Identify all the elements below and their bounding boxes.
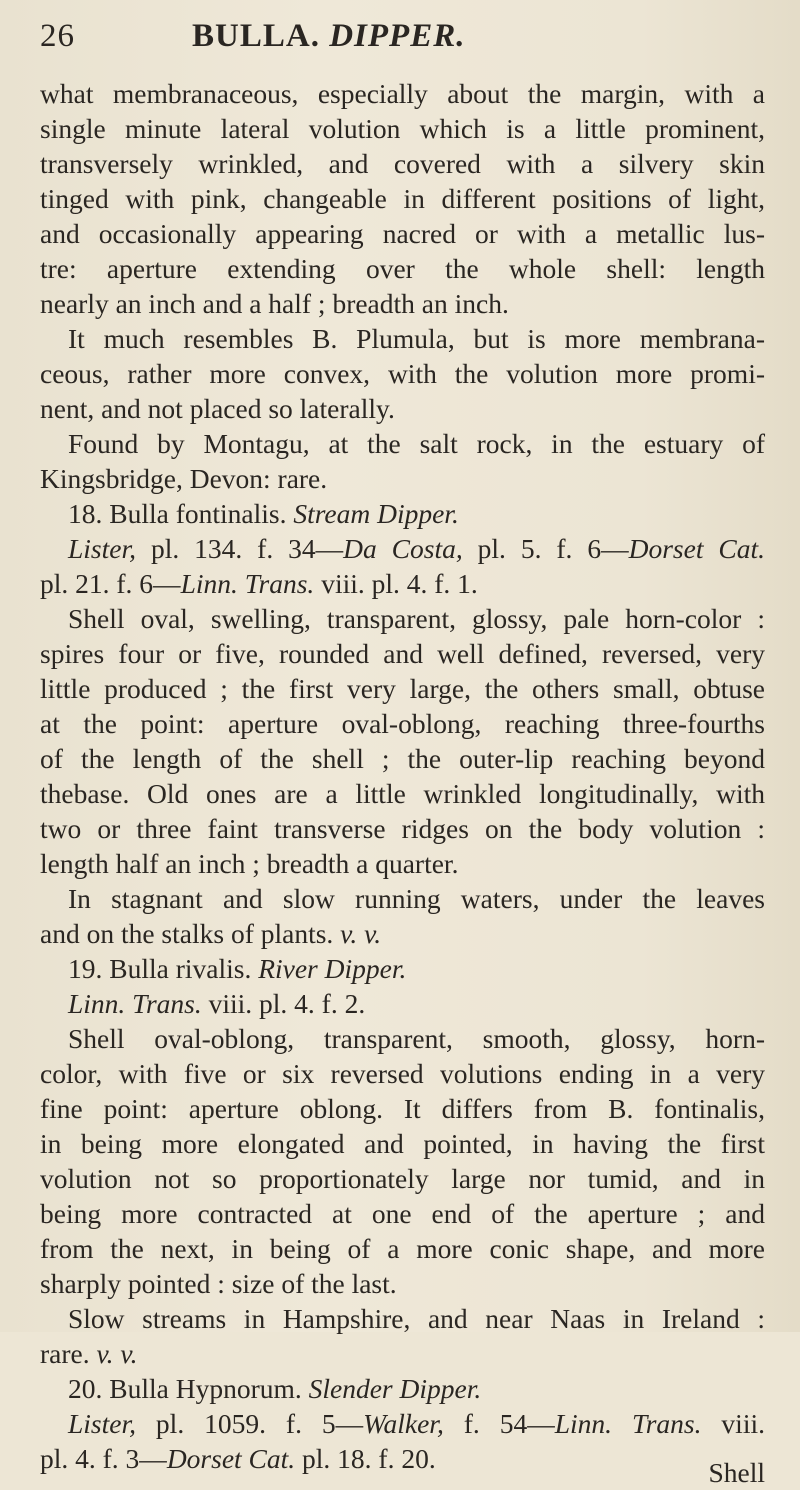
text-run: Kingsbridge, Devon: rare. <box>40 463 328 494</box>
text-run: 20. Bulla Hypnorum. <box>68 1373 302 1404</box>
text-run: thebase. Old ones are a little wrinkled longitudinally, with <box>40 778 765 809</box>
text-line <box>40 181 765 216</box>
text-line <box>40 1336 765 1371</box>
text-run: ceous, rather more convex, with the volution more promi- <box>40 358 765 389</box>
italic-run: Linn. Trans. <box>180 568 315 599</box>
text-run: color, with five or six reversed volutions ending in a very <box>40 1058 765 1089</box>
text-run: f. 54— <box>443 1408 555 1439</box>
italic-run: Da Costa, <box>343 533 463 564</box>
italic-run: Dorset Cat. <box>628 533 765 564</box>
text-run: nent, and not placed so laterally. <box>40 393 395 424</box>
text-line <box>40 846 765 881</box>
text-line <box>40 1126 765 1161</box>
text-line <box>40 706 765 741</box>
text-run: 19. Bulla rivalis. <box>68 953 252 984</box>
text-line <box>40 111 765 146</box>
italic-run: River Dipper. <box>251 953 407 984</box>
text-run: pl. 5. f. 6— <box>462 533 629 564</box>
italic-run: v. v. <box>333 918 382 949</box>
italic-run: Linn. Trans. <box>554 1408 702 1439</box>
text-run: of the length of the shell ; the outer-lip reaching beyond <box>40 743 765 774</box>
text-run: transversely wrinkled, and covered with a silvery skin <box>40 148 765 179</box>
text-line <box>40 391 765 426</box>
text-run: pl. 4. f. 3— <box>40 1443 167 1474</box>
text-run: Slow streams in Hampshire, and near Naas in Ireland : <box>68 1303 765 1334</box>
italic-run: v. v. <box>89 1338 138 1369</box>
text-line <box>40 531 765 566</box>
text-line <box>40 426 765 461</box>
text-line <box>40 601 765 636</box>
text-line <box>40 1371 765 1406</box>
text-line <box>40 986 765 1021</box>
text-run: Shell oval, swelling, transparent, glossy, pale horn-color : <box>68 603 765 634</box>
text-line <box>40 76 765 111</box>
italic-run: Linn. Trans. <box>68 988 202 1019</box>
text-line <box>40 1161 765 1196</box>
italic-run: Lister, <box>68 1408 137 1439</box>
text-run: spires four or five, rounded and well defined, reversed, very <box>40 638 765 669</box>
text-line <box>40 1091 765 1126</box>
text-run: nearly an inch and a half ; breadth an inch. <box>40 288 509 319</box>
text-line <box>40 321 765 356</box>
text-run: volution not so proportionately large nor tumid, and in <box>40 1163 765 1194</box>
text-run: at the point: aperture oval-oblong, reaching three-fourths <box>40 708 765 739</box>
text-line <box>40 951 765 986</box>
text-run: rare. <box>40 1338 90 1369</box>
text-run: pl. 21. f. 6— <box>40 568 181 599</box>
running-title-genus: BULLA. <box>192 18 320 54</box>
text-line <box>40 146 765 181</box>
text-run: pl. 18. f. 20. <box>295 1443 436 1474</box>
text-run: being more contracted at one end of the aperture ; and <box>40 1198 765 1229</box>
text-line <box>40 216 765 251</box>
text-run: tinged with pink, changeable in different positions of light, <box>40 183 765 214</box>
italic-run: Stream Dipper. <box>286 498 459 529</box>
italic-run: Dorset Cat. <box>166 1443 296 1474</box>
text-line <box>40 496 765 531</box>
text-line <box>40 916 765 951</box>
text-line <box>40 671 765 706</box>
text-run: from the next, in being of a more conic shape, and more <box>40 1233 765 1264</box>
text-line <box>40 636 765 671</box>
text-line <box>40 1196 765 1231</box>
text-run: in being more elongated and pointed, in having the first <box>40 1128 765 1159</box>
text-line <box>40 1301 765 1336</box>
text-line <box>40 1021 765 1056</box>
text-line <box>40 881 765 916</box>
text-line <box>40 566 765 601</box>
text-run: viii. pl. 4. f. 2. <box>201 988 366 1019</box>
text-run: viii. pl. 4. f. 1. <box>314 568 478 599</box>
text-run: and occasionally appearing nacred or with a metallic lus- <box>40 218 765 249</box>
text-line <box>40 811 765 846</box>
text-line <box>40 1266 765 1301</box>
text-run: what membranaceous, especially about the margin, with a <box>40 78 765 109</box>
running-title <box>192 18 465 55</box>
italic-run: Walker, <box>363 1408 444 1439</box>
text-run: Shell oval-oblong, transparent, smooth, glossy, horn- <box>68 1023 765 1054</box>
body-text <box>40 76 765 1488</box>
text-run: Found by Montagu, at the salt rock, in the estuary of <box>68 428 765 459</box>
text-line <box>40 1406 765 1441</box>
text-run: two or three faint transverse ridges on the body volution : <box>40 813 765 844</box>
text-line <box>40 741 765 776</box>
italic-run: Lister, <box>68 533 137 564</box>
text-run: 18. Bulla fontinalis. <box>68 498 287 529</box>
text-run: length half an inch ; breadth a quarter. <box>40 848 459 879</box>
text-run: It much resembles B. Plumula, but is more membrana- <box>68 323 765 354</box>
page-number: 26 <box>40 18 75 54</box>
running-title-common: DIPPER. <box>329 18 466 54</box>
text-line <box>40 286 765 321</box>
text-line <box>40 776 765 811</box>
text-line <box>40 1441 765 1488</box>
text-run: pl. 134. f. 34— <box>136 533 344 564</box>
catchword: Shell <box>708 1457 765 1488</box>
text-line <box>40 356 765 391</box>
text-line <box>40 251 765 286</box>
text-run: fine point: aperture oblong. It differs from B. fontinalis, <box>40 1093 765 1124</box>
text-run: tre: aperture extending over the whole shell: length <box>40 253 765 284</box>
text-run: sharply pointed : size of the last. <box>40 1268 397 1299</box>
page-header <box>40 0 760 66</box>
text-run: single minute lateral volution which is a little prominent, <box>40 113 765 144</box>
text-run: and on the stalks of plants. <box>40 918 334 949</box>
italic-run: Slender Dipper. <box>301 1373 482 1404</box>
text-run: pl. 1059. f. 5— <box>136 1408 364 1439</box>
text-run: viii. <box>701 1408 765 1439</box>
text-line <box>40 1056 765 1091</box>
text-line <box>40 461 765 496</box>
text-run: little produced ; the first very large, the others small, obtuse <box>40 673 765 704</box>
text-line <box>40 1231 765 1266</box>
text-run: In stagnant and slow running waters, under the leaves <box>68 883 765 914</box>
